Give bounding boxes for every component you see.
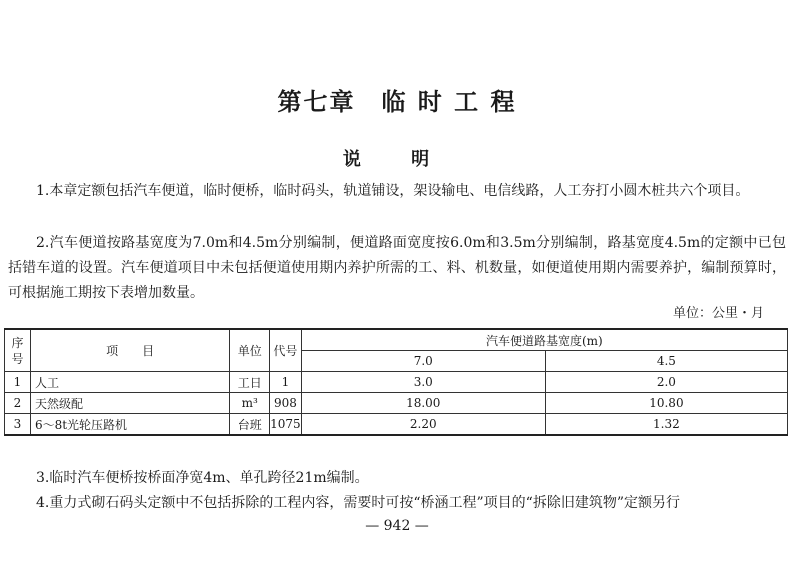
header-unit: 单位 [230,329,270,372]
paragraph-3: 3.临时汽车便桥按桥面净宽4m、单孔跨径21m编制。 [36,470,369,486]
page-number: — 942 — [365,518,429,534]
cell-w1: 2.20 [301,414,545,436]
table-row [5,414,788,436]
cell-w2: 10.80 [545,393,787,414]
header-width-4-5: 4.5 [545,351,787,372]
chapter-name: 临 时 工 程 [381,88,517,116]
cell-code: 1 [270,372,302,393]
table-row [5,393,788,414]
header-item: 项 目 [30,329,229,372]
table-header-row [5,329,788,351]
header-code: 代号 [270,329,302,372]
cell-unit: 工日 [230,372,270,393]
chapter-number: 第七章 [277,88,356,116]
cell-item: 天然级配 [30,393,229,414]
cell-seq: 3 [5,414,31,436]
cell-code: 908 [270,393,302,414]
cell-item: 人工 [30,372,229,393]
cell-w2: 1.32 [545,414,787,436]
cell-w1: 18.00 [301,393,545,414]
cell-unit: m³ [230,393,270,414]
cell-w1: 3.0 [301,372,545,393]
header-width-group: 汽车便道路基宽度(m) [301,329,787,351]
cell-unit: 台班 [230,414,270,436]
cell-code: 1075 [270,414,302,436]
section-title: 说 明 [342,149,452,170]
cell-w2: 2.0 [545,372,787,393]
paragraph-1: 1.本章定额包括汽车便道，临时便桥，临时码头，轨道铺设，架设输电、电信线路，人工夯打小圆木桩共六个项目。 [36,183,750,199]
maintenance-table [4,328,788,436]
chapter-title [0,82,794,117]
paragraph-4: 4.重力式砌石码头定额中不包括拆除的工程内容，需要时可按“桥涵工程”项目的“拆除旧建筑物”定额另行 [36,495,680,511]
header-seq: 序号 [5,329,31,372]
unit-note: 单位：公里・月 [672,306,764,321]
table-row [5,372,788,393]
cell-seq: 1 [5,372,31,393]
paragraph-2: 2.汽车便道按路基宽度为7.0m和4.5m分别编制，便道路面宽度按6.0m和3.5m分别编制，路基宽度4.5m的定额中已包括错车道的设置。汽车便道项目中未包括便道使用期内养护所需的工、料、机数量，如便道使用期内需要养护，编制预算时，可根据施工期按下表增加数量。 [8,235,786,301]
header-width-7: 7.0 [301,351,545,372]
cell-seq: 2 [5,393,31,414]
cell-item: 6～8t光轮压路机 [30,414,229,436]
